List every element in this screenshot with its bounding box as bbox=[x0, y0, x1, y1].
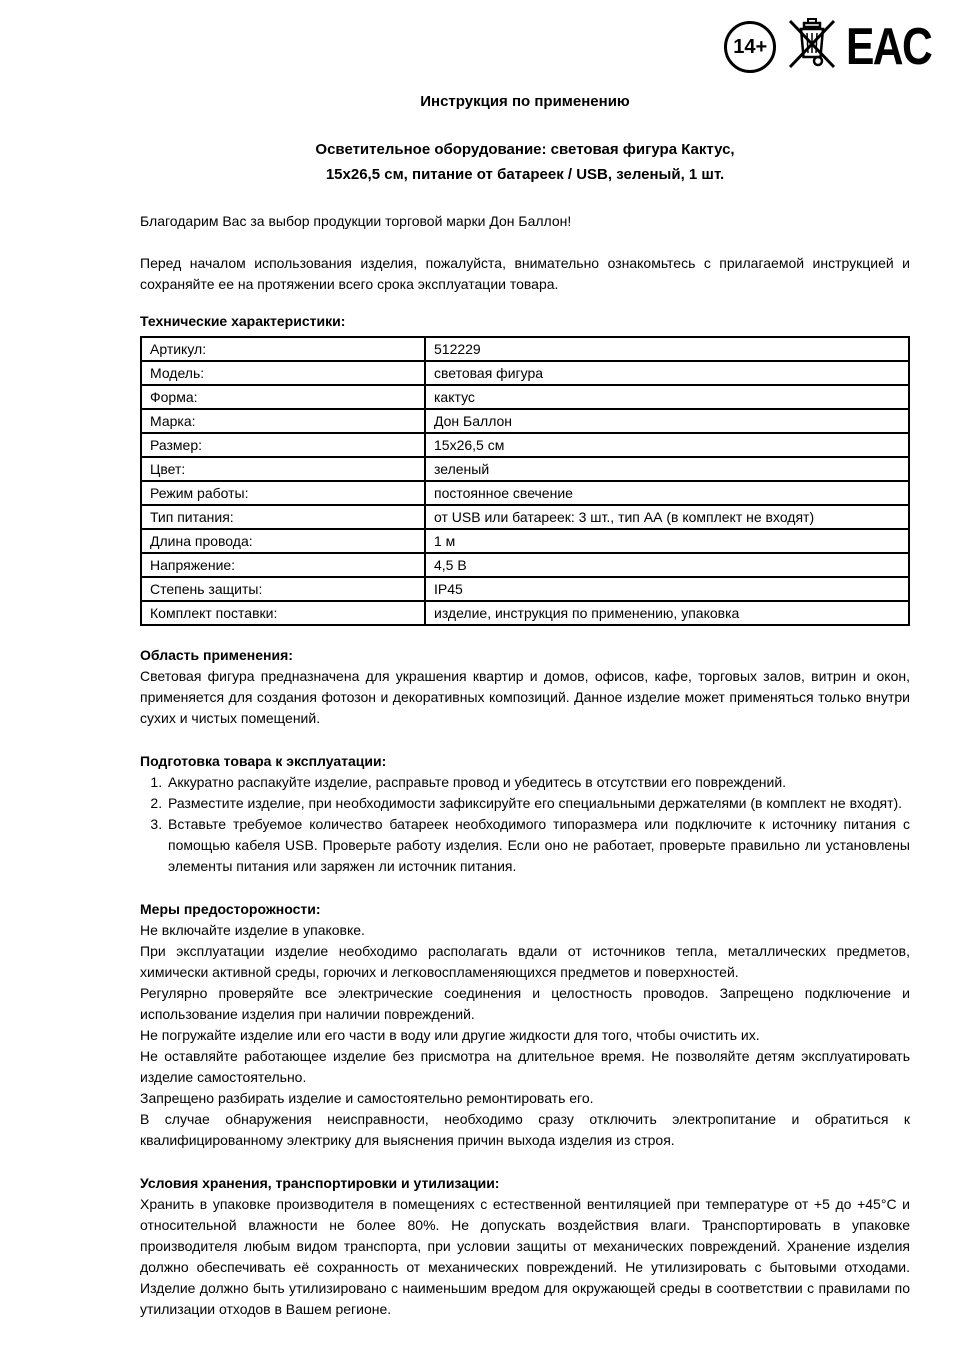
spec-value: изделие, инструкция по применению, упаковка bbox=[425, 601, 909, 625]
spec-value: постоянное свечение bbox=[425, 481, 909, 505]
spec-value: кактус bbox=[425, 385, 909, 409]
table-row bbox=[141, 385, 909, 409]
application-text: Световая фигура предназначена для украшения квартир и домов, офисов, кафе, торговых залов, витрин и окон, применяется для создания фотозон и декоративных композиций. Данное изделие может применяться только внутри сухих и чистых помещений. bbox=[140, 668, 910, 726]
list-item: 2. Разместите изделие, при необходимости зафиксируйте его специальными держателями (в комплект не входят). bbox=[166, 793, 910, 814]
spec-label: Режим работы: bbox=[141, 481, 425, 505]
safety-paragraph: Не оставляйте работающее изделие без присмотра на длительное время. Не позволяйте детям эксплуатировать изделие самостоятельно. bbox=[140, 1048, 910, 1085]
section-heading-application: Область применения: bbox=[140, 647, 293, 663]
table-row bbox=[141, 481, 909, 505]
eac-label: EAC bbox=[846, 18, 932, 76]
table-row bbox=[141, 433, 909, 457]
page-title: Инструкция по применению bbox=[420, 93, 630, 110]
table-row bbox=[141, 361, 909, 385]
safety-paragraph: Не погружайте изделие или его части в воду или другие жидкости для того, чтобы очистить их. bbox=[140, 1027, 760, 1043]
preparation-list bbox=[140, 772, 910, 877]
section-heading-safety: Меры предосторожности: bbox=[140, 901, 321, 917]
spec-label: Цвет: bbox=[141, 457, 425, 481]
spec-label: Степень защиты: bbox=[141, 577, 425, 601]
spec-label: Комплект поставки: bbox=[141, 601, 425, 625]
safety-paragraph: В случае обнаружения неисправности, необходимо сразу отключить электропитание и обратиться к квалифицированному электрику для выяснения причин выхода изделия из строя. bbox=[140, 1111, 910, 1148]
spec-value: Дон Баллон bbox=[425, 409, 909, 433]
spec-value: 15х26,5 см bbox=[425, 433, 909, 457]
safety-paragraph: При эксплуатации изделие необходимо располагать вдали от источников тепла, металлических предметов, химически активной среды, горючих и легковоспламеняющихся предметов и поверхностей. bbox=[140, 943, 910, 980]
intro-thanks-text: Благодарим Вас за выбор продукции торговой марки Дон Баллон! bbox=[140, 213, 572, 229]
spec-value: от USB или батареек: 3 шт., тип АА (в комплект не входят) bbox=[425, 505, 909, 529]
table-row bbox=[141, 457, 909, 481]
spec-value: 512229 bbox=[425, 337, 909, 361]
list-item: 3. Вставьте требуемое количество батареек необходимого типоразмера или подключите к источнику питания с помощью кабеля USB. Проверьте работу изделия. Если оно не работает, проверьте правильно ли установлены элементы питания или заряжен ли источник питания. bbox=[166, 814, 910, 877]
storage-text: Хранить в упаковке производителя в помещениях с естественной вентиляцией при температуре от +5 до +45°С и относительной влажности не более 80%. Не допускать воздействия влаги. Транспортировать в упаковке производителя любым видом транспорта, при условии защиты от механических повреждений. Хранение изделия должно обеспечивать её сохранность от механических повреждений. Не утилизировать с бытовыми отходами. Изделие должно быть утилизировано с наименьшим вредом для окружающей среды в соответствии с правилами по утилизации отходов в Вашем регионе. bbox=[140, 1196, 910, 1317]
section-heading-specs: Технические характеристики: bbox=[140, 313, 346, 329]
list-item: 1. Аккуратно распакуйте изделие, расправьте провод и убедитесь в отсутствии его повреждений. bbox=[166, 772, 910, 793]
spec-value: 1 м bbox=[425, 529, 909, 553]
product-title-line1: Осветительное оборудование: световая фигура Кактус, bbox=[315, 141, 735, 158]
table-row bbox=[141, 409, 909, 433]
spec-label: Напряжение: bbox=[141, 553, 425, 577]
spec-value: 4,5 В bbox=[425, 553, 909, 577]
spec-label: Модель: bbox=[141, 361, 425, 385]
table-row bbox=[141, 529, 909, 553]
section-heading-preparation: Подготовка товара к эксплуатации: bbox=[140, 753, 387, 769]
safety-paragraph: Запрещено разбирать изделие и самостоятельно ремонтировать его. bbox=[140, 1090, 594, 1106]
safety-paragraph: Не включайте изделие в упаковке. bbox=[140, 922, 365, 938]
section-heading-storage: Условия хранения, транспортировки и утилизации: bbox=[140, 1175, 500, 1191]
table-row bbox=[141, 505, 909, 529]
spec-value: IP45 bbox=[425, 577, 909, 601]
table-row bbox=[141, 601, 909, 625]
intro-note-text: Перед началом использования изделия, пожалуйста, внимательно ознакомьтесь с прилагаемой инструкцией и сохраняйте ее на протяжении всего срока эксплуатации товара. bbox=[140, 255, 910, 292]
table-row bbox=[141, 577, 909, 601]
spec-value: световая фигура bbox=[425, 361, 909, 385]
spec-label: Форма: bbox=[141, 385, 425, 409]
spec-label: Тип питания: bbox=[141, 505, 425, 529]
table-row bbox=[141, 553, 909, 577]
safety-paragraph: Регулярно проверяйте все электрические соединения и целостность проводов. Запрещено подключение и использование изделия при наличии повреждений. bbox=[140, 985, 910, 1022]
spec-label: Артикул: bbox=[141, 337, 425, 361]
specs-table bbox=[140, 336, 910, 626]
product-title bbox=[140, 137, 910, 187]
spec-value: зеленый bbox=[425, 457, 909, 481]
product-title-line2: 15х26,5 см, питание от батареек / USB, зеленый, 1 шт. bbox=[325, 166, 725, 183]
spec-label: Размер: bbox=[141, 433, 425, 457]
age-badge-label: 14+ bbox=[733, 36, 768, 58]
spec-label: Длина провода: bbox=[141, 529, 425, 553]
spec-label: Марка: bbox=[141, 409, 425, 433]
table-row bbox=[141, 337, 909, 361]
